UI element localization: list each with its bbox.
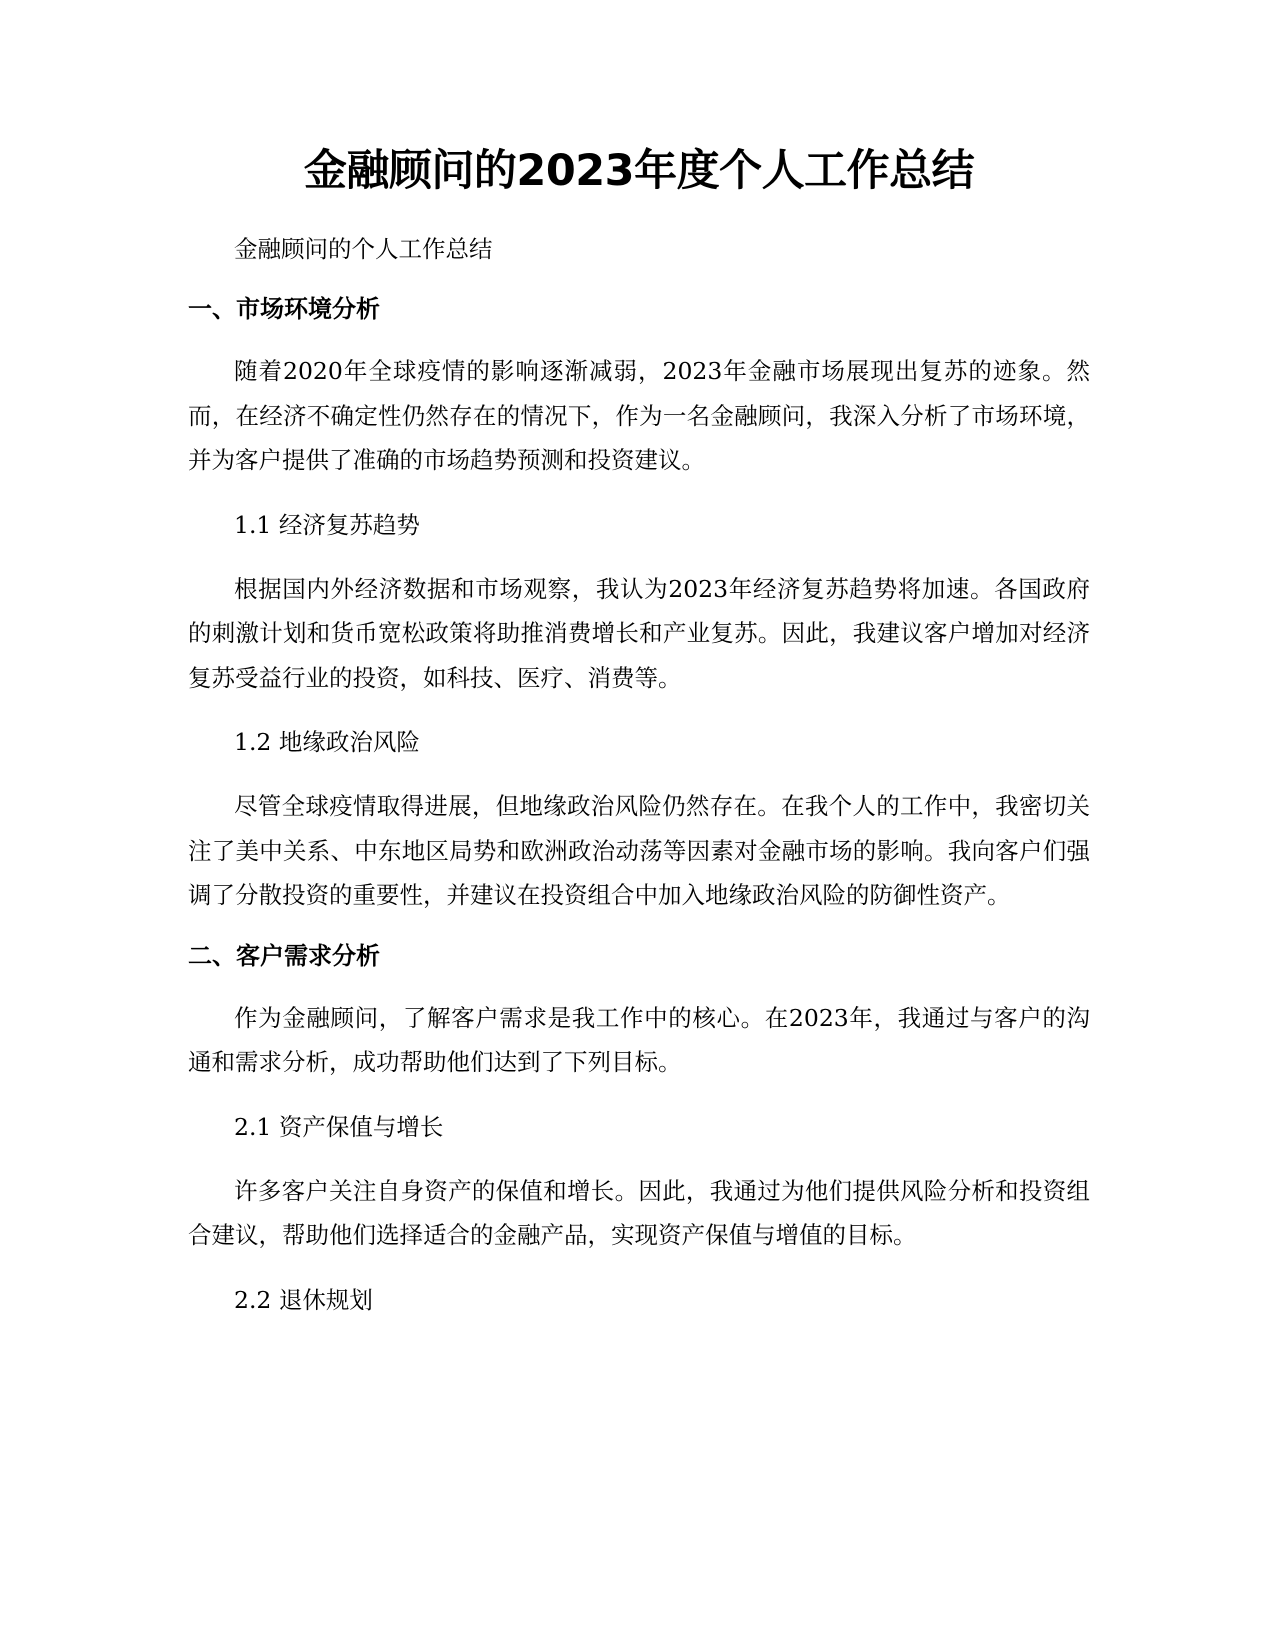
subsection-body-geopolitical-risk: 尽管全球疫情取得进展，但地缘政治风险仍然存在。在我个人的工作中，我密切关注了美中关系、中东地区局势和欧洲政治动荡等因素对金融市场的影响。我向客户们强调了分散投资的重要性，并建议在投资组合中加入地缘政治风险的防御性资产。 [188,792,1090,909]
section-intro-market-analysis: 随着2020年全球疫情的影响逐渐减弱，2023年金融市场展现出复苏的迹象。然而，在经济不确定性仍然存在的情况下，作为一名金融顾问，我深入分析了市场环境，并为客户提供了准确的市场趋势预测和投资建议。 [188,357,1090,474]
document-subtitle: 金融顾问的个人工作总结 [234,235,493,263]
section-heading-client-needs: 二、客户需求分析 [188,941,380,970]
document-body [188,140,1090,1322]
subsection-body-asset-preservation: 许多客户关注自身资产的保值和增长。因此，我通过为他们提供风险分析和投资组合建议，帮助他们选择适合的金融产品，实现资产保值与增值的目标。 [188,1176,1090,1249]
subsection-heading-economic-recovery: 1.1 经济复苏趋势 [234,510,420,539]
subsection-body-economic-recovery: 根据国内外经济数据和市场观察，我认为2023年经济复苏趋势将加速。各国政府的刺激计划和货币宽松政策将助推消费增长和产业复苏。因此，我建议客户增加对经济复苏受益行业的投资，如科技、医疗、消费等。 [188,574,1090,692]
subsection-heading-retirement-planning: 2.2 退休规划 [234,1285,373,1314]
document-title: 金融顾问的2023年度个人工作总结 [303,146,975,196]
section-intro-client-needs: 作为金融顾问，了解客户需求是我工作中的核心。在2023年，我通过与客户的沟通和需求分析，成功帮助他们达到了下列目标。 [188,1003,1090,1076]
subsection-heading-asset-preservation: 2.1 资产保值与增长 [234,1112,444,1141]
section-heading-market-analysis: 一、市场环境分析 [188,295,380,323]
subsection-heading-geopolitical-risk: 1.2 地缘政治风险 [234,728,420,756]
